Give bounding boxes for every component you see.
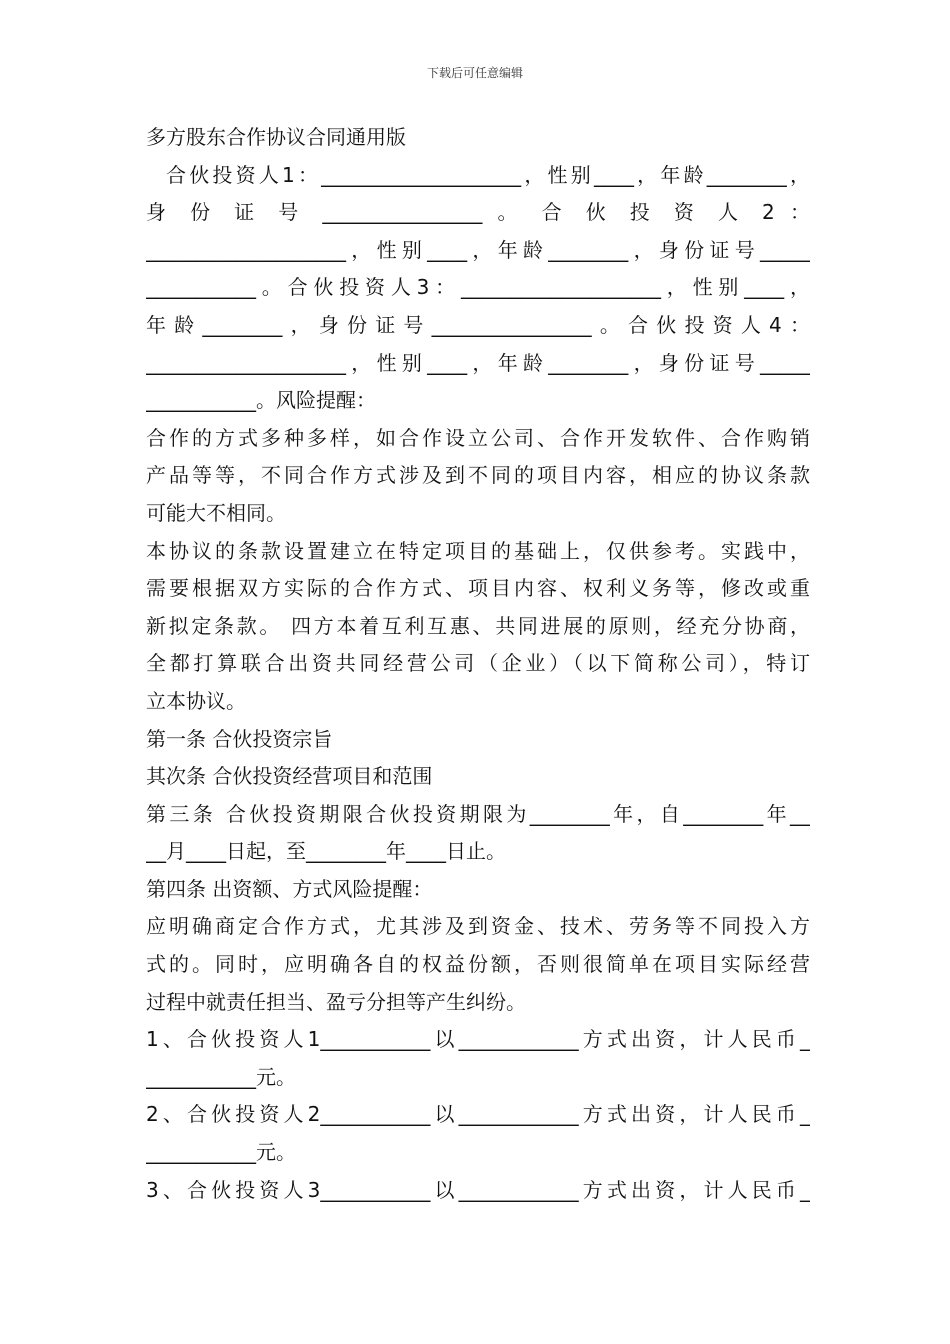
document-body (146, 119, 810, 1209)
document-line: ___________。风险提醒： (146, 388, 376, 413)
document-line: ___________。合伙投资人3：____________________，性别____， (146, 275, 810, 300)
document-line: ____________________，性别____，年龄________，身份证号_____ (146, 350, 810, 375)
page-header-note: 下载后可任意编辑 (426, 66, 523, 80)
document-line: 年龄________，身份证号________________。合伙投资人4： (146, 312, 810, 337)
document-line: 过程中就责任担当、盈亏分担等产生纠纷。 (146, 989, 526, 1014)
document-line: 可能大不相同。 (146, 500, 286, 525)
document-line: ___________元。 (146, 1140, 296, 1165)
document-line: 式的。同时，应明确各自的权益份额，否则很简单在项目实际经营 (146, 952, 810, 977)
document-line: 产品等等，不同合作方式涉及到不同的项目内容，相应的协议条款 (146, 463, 810, 488)
document-line: 新拟定条款。 四方本着互利互惠、共同进展的原则，经充分协商， (146, 613, 810, 638)
document-line: 第三条 合伙投资期限合伙投资期限为________年，自________年__ (146, 801, 810, 826)
document-line: 3、合伙投资人3___________以____________方式出资，计人民币_ (146, 1177, 810, 1202)
document-line: 应明确商定合作方式，尤其涉及到资金、技术、劳务等不同投入方 (146, 914, 810, 939)
document-line: __月____日起，至________年____日止。 (146, 839, 506, 864)
document-line: 立本协议。 (146, 688, 246, 713)
document-line: ___________元。 (146, 1064, 296, 1089)
document-line: 本协议的条款设置建立在特定项目的基础上，仅供参考。实践中， (146, 538, 810, 563)
document-line: 其次条 合伙投资经营项目和范围 (146, 764, 433, 789)
document-line: 全都打算联合出资共同经营公司（企业）（以下简称公司），特订 (146, 651, 810, 676)
document-line: 身 份 证 号 ________________ 。 合 伙 投 资 人 2 ： (146, 200, 810, 225)
document-title: 多方股东合作协议合同通用版 (146, 125, 406, 149)
document-line: 第一条 合伙投资宗旨 (146, 726, 333, 751)
document-line: 合伙投资人1：____________________，性别____，年龄________， (166, 162, 810, 187)
document-line: 1、合伙投资人1___________以____________方式出资，计人民币_ (146, 1027, 810, 1052)
document-line: 第四条 出资额、方式风险提醒： (146, 876, 433, 901)
document-line: ____________________，性别____，年龄________，身份证号_____ (146, 237, 810, 262)
document-line: 合作的方式多种多样，如合作设立公司、合作开发软件、合作购销 (146, 425, 810, 450)
document-line: 需要根据双方实际的合作方式、项目内容、权利义务等，修改或重 (146, 576, 810, 601)
document-line: 2、合伙投资人2___________以____________方式出资，计人民币_ (146, 1102, 810, 1127)
